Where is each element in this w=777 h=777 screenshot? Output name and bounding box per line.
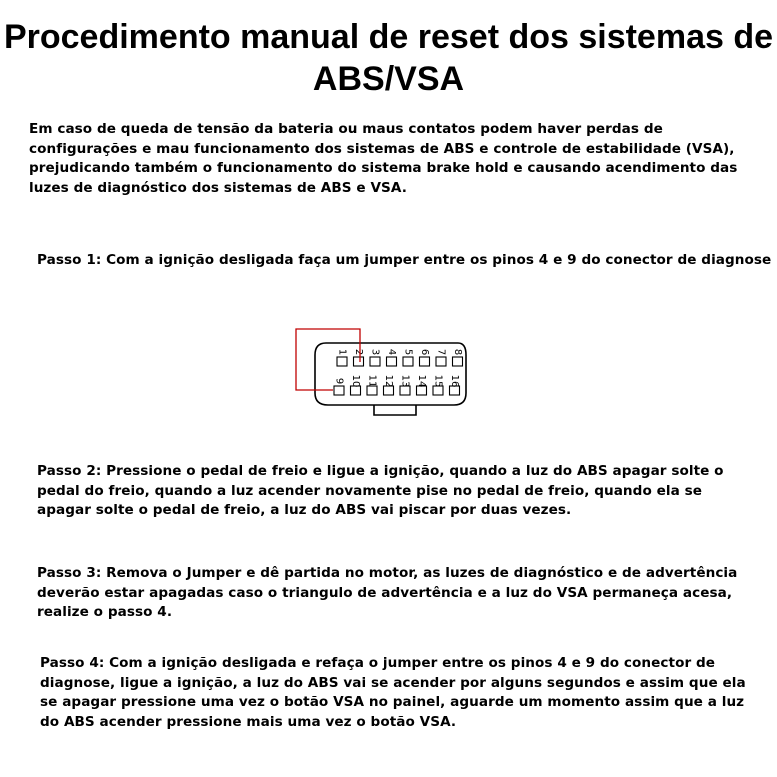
top-pin-label-3: 3 <box>369 348 381 356</box>
top-pin-4 <box>387 357 397 366</box>
obd-connector-diagram <box>290 325 480 425</box>
top-pin-2 <box>354 357 364 366</box>
top-pin-1 <box>337 357 347 366</box>
bottom-pin-label-13: 13 <box>399 374 411 388</box>
bottom-pin-label-16: 16 <box>449 374 460 388</box>
top-pin-6 <box>420 357 430 366</box>
page-title: Procedimento manual de reset dos sistemas de ABS/VSA <box>3 18 774 98</box>
bottom-pin-label-9: 9 <box>333 377 345 385</box>
connector-tab <box>374 405 416 415</box>
top-pin-label-5: 5 <box>402 348 414 356</box>
top-pin-label-6: 6 <box>419 348 430 356</box>
top-pin-8 <box>453 357 463 366</box>
intro-paragraph: Em caso de queda de tensão da bateria ou maus contatos podem haver perdas de configurações e mau funcionamento dos sistemas de ABS e controle de estabilidade (VSA), prejudicando também o funcionamento do sistema brake hold e causando acendimento das luzes de diagnóstico dos sistemas de ABS e VSA. <box>29 121 738 196</box>
top-pin-label-4: 4 <box>386 348 397 356</box>
step-2-text: Passo 2: Pressione o pedal de freio e ligue a ignição, quando a luz do ABS apagar solte o pedal do freio, quando a luz acender novamente pise no pedal de freio, quando ela se apagar solte o pedal de freio, a luz do ABS vai piscar por duas vezes. <box>37 463 724 518</box>
step-3-text: Passo 3: Remova o Jumper e dê partida no motor, as luzes de diagnóstico e de advertência deverão estar apagadas caso o triangulo de advertência e a luz do VSA permaneça acesa, realize o passo 4. <box>37 565 738 620</box>
top-pin-label-8: 8 <box>452 348 463 356</box>
bottom-pin-9 <box>334 386 344 395</box>
bottom-pin-label-11: 11 <box>366 374 378 388</box>
top-pin-7 <box>436 357 446 366</box>
top-pin-label-1: 1 <box>336 348 348 356</box>
top-pin-3 <box>370 357 380 366</box>
bottom-pin-label-14: 14 <box>416 374 427 388</box>
top-pin-label-7: 7 <box>435 348 447 356</box>
bottom-pin-label-10: 10 <box>350 374 361 388</box>
step-1-text: Passo 1: Com a ignição desligada faça um jumper entre os pinos 4 e 9 do conector de diagnose <box>37 252 772 268</box>
top-pin-label-2: 2 <box>353 348 364 356</box>
bottom-pin-label-15: 15 <box>432 374 444 388</box>
bottom-pin-label-12: 12 <box>383 374 394 388</box>
top-pin-5 <box>403 357 413 366</box>
step-4-text: Passo 4: Com a ignição desligada e refaça o jumper entre os pinos 4 e 9 do conector de diagnose, ligue a ignição, a luz do ABS vai se acender por alguns segundos e assim que ela se apagar pressione uma vez o botão VSA no painel, aguarde um momento assim que a luz do ABS acender pressione mais uma vez o botão VSA. <box>40 655 746 730</box>
